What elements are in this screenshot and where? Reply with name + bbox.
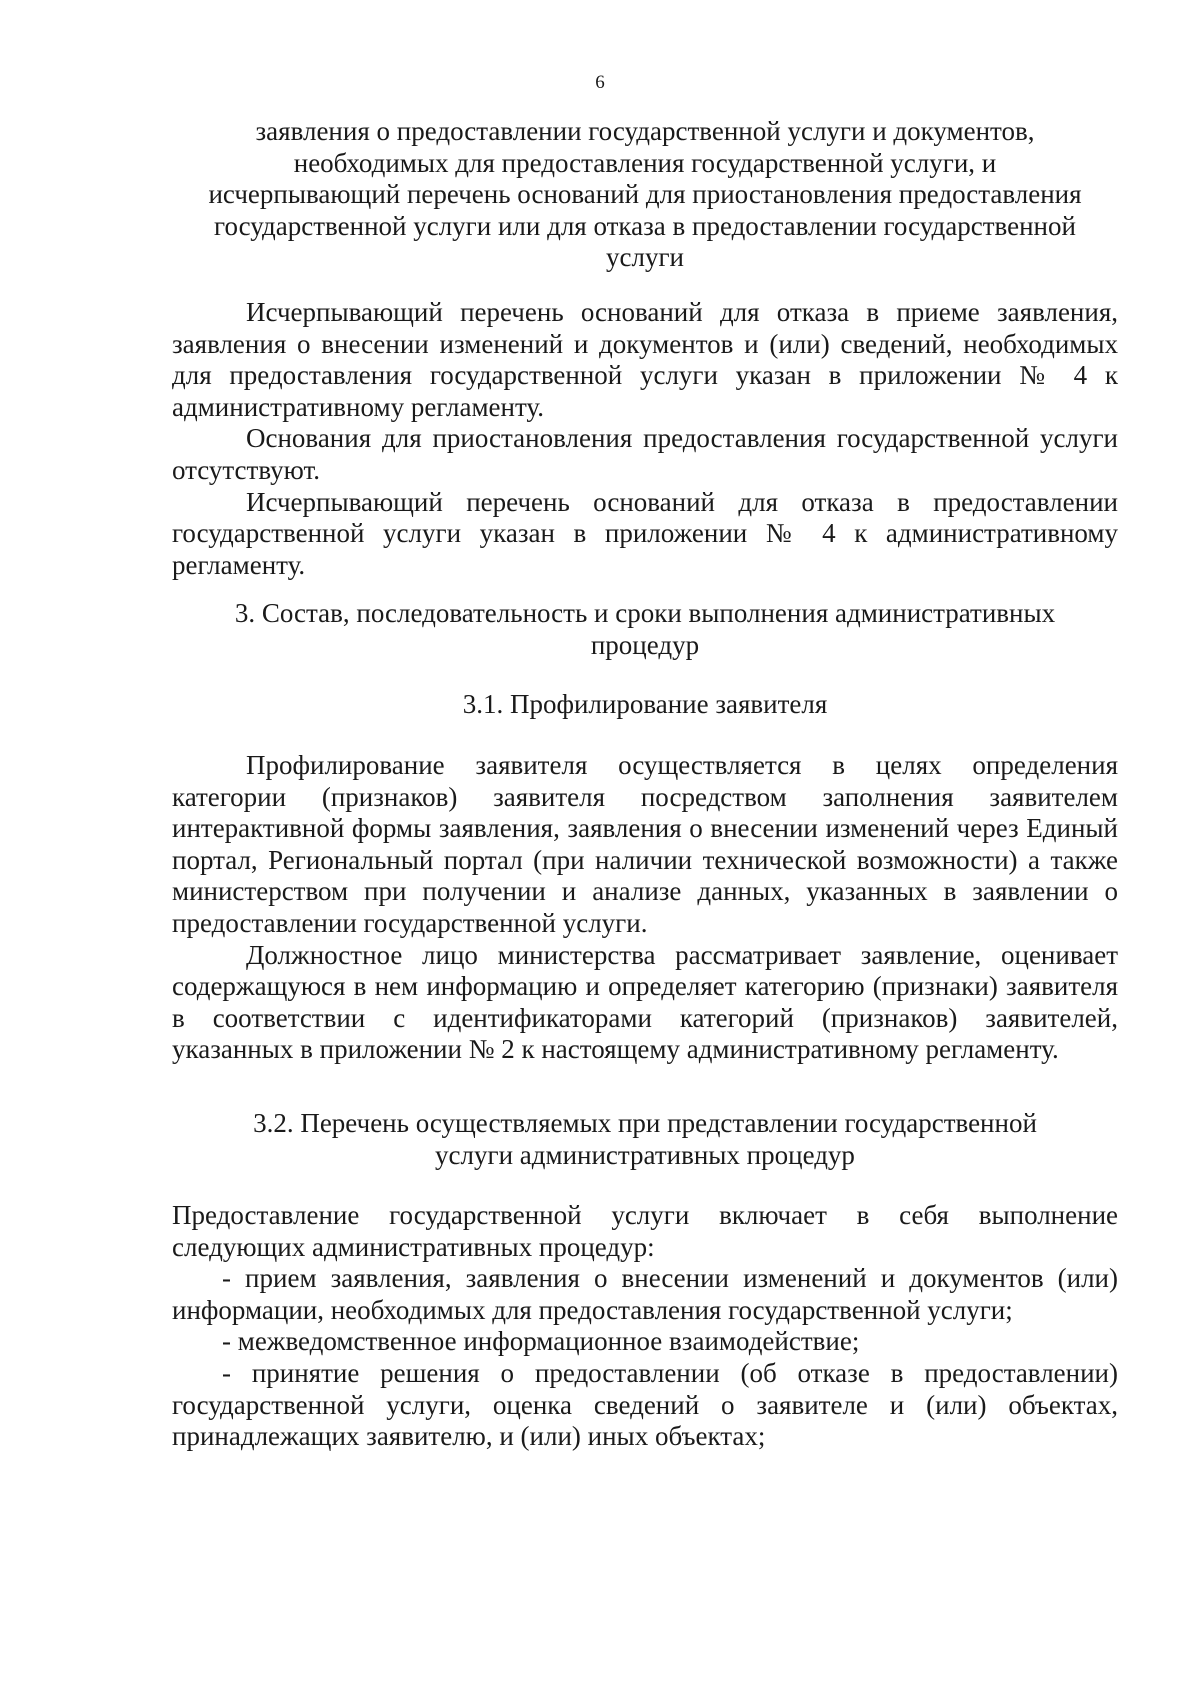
- section-3-heading-line: процедур: [590, 629, 700, 660]
- refusal-service-paragraph: Исчерпывающий перечень оснований для отказа в предоставлении государственной услуги указан в приложении № 4 к административному регламенту.: [172, 486, 1118, 580]
- section-3-1-heading: [172, 689, 1118, 721]
- intro-heading-line: заявления о предоставлении государственной услуги и документов,: [255, 116, 1035, 146]
- section-3-heading-line: 3. Состав, последовательность и сроки выполнения административных: [234, 598, 1056, 628]
- section-3-2-heading-line: 3.2. Перечень осуществляемых при представлении государственной: [253, 1108, 1037, 1138]
- section-3-2-heading: [172, 1108, 1118, 1171]
- list-item: - прием заявления, заявления о внесении изменений и документов (или) информации, необходимых для предоставления государственной услуги;: [172, 1263, 1118, 1325]
- list-item: - межведомственное информационное взаимодействие;: [222, 1326, 860, 1357]
- section-3-1-body: [172, 750, 1118, 1066]
- intro-heading-line: государственной услуги или для отказа в предоставлении государственной: [214, 210, 1076, 241]
- intro-heading-line: необходимых для предоставления государственной услуги, и: [293, 147, 997, 178]
- section-3-heading: [172, 598, 1118, 661]
- refusal-acceptance-paragraph: Исчерпывающий перечень оснований для отказа в приеме заявления, заявления о внесении изменений и документов и (или) сведений, необходимых для предоставления государственной услуги указан в приложении № 4 к административному регламенту.: [172, 297, 1118, 422]
- section-3-2-body: [172, 1200, 1118, 1453]
- grounds-section: [172, 297, 1118, 581]
- section-3-1-title: 3.1. Профилирование заявителя: [462, 689, 828, 719]
- intro-heading-line: исчерпывающий перечень оснований для приостановления предоставления: [208, 179, 1082, 210]
- intro-heading-line: услуги: [606, 242, 684, 273]
- intro-heading: [172, 116, 1118, 274]
- section-3-2-heading-line: услуги административных процедур: [435, 1139, 855, 1170]
- official-review-paragraph: Должностное лицо министерства рассматривает заявление, оценивает содержащуюся в нем информацию и определяет категорию (признаки) заявителя в соответствии с идентификаторами категорий (признаков) заявителей, указанных в приложении № 2 к настоящему административному регламенту.: [172, 939, 1118, 1065]
- procedures-intro: Предоставление государственной услуги включает в себя выполнение следующих административных процедур:: [172, 1200, 1118, 1262]
- suspension-paragraph: Основания для приостановления предоставления государственной услуги отсутствуют.: [172, 423, 1118, 485]
- profiling-paragraph: Профилирование заявителя осуществляется в целях определения категории (признаков) заявителя посредством заполнения заявителем интерактивной формы заявления, заявления о внесении изменений через Единый портал, Региональный портал (при наличии технической возможности) а также министерством при получении и анализе данных, указанных в заявлении о предоставлении государственной услуги.: [172, 750, 1118, 938]
- list-item: - принятие решения о предоставлении (об отказе в предоставлении) государственной услуги, оценка сведений о заявителе и (или) объектах, принадлежащих заявителю, и (или) иных объектах;: [172, 1357, 1118, 1452]
- page-number: 6: [595, 72, 605, 93]
